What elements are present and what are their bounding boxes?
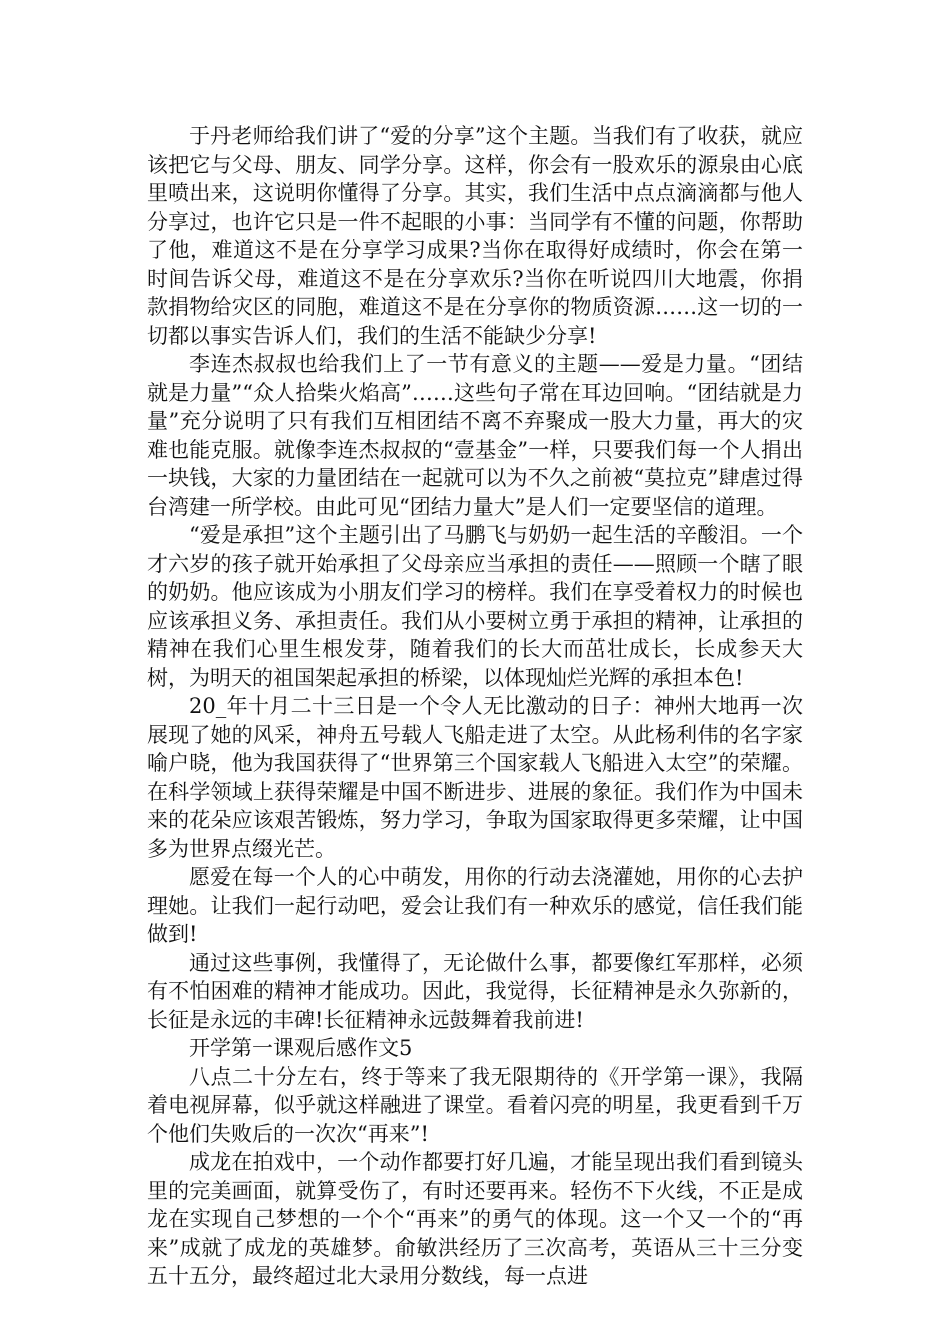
paragraph-first-lesson: 八点二十分左右，终于等来了我无限期待的《开学第一课》，我隔着电视屏幕，似乎就这样融进了课堂。看着闪亮的明星，我更看到千万个他们失败后的一次次“再来”! — [147, 1064, 803, 1146]
section-heading: 开学第一课观后感作文5 — [189, 1036, 413, 1060]
paragraph-long-march: 通过这些事例，我懂得了，无论做什么事，都要像红军那样，必须有不怕困难的精神才能成功。因此，我觉得，长征精神是永久弥新的，长征是永远的丰碑!长征精神永远鼓舞着我前进! — [147, 950, 803, 1032]
paragraph-responsibility: “爱是承担”这个主题引出了马鹏飞与奶奶一起生活的辛酸泪。一个才六岁的孩子就开始承担了父母亲应当承担的责任——照顾一个瞎了眼的奶奶。他应该成为小朋友们学习的榜样。我们在享受着权力的时候也应该承担义务、承担责任。我们从小要树立勇于承担的精神，让承担的精神在我们心里生根发芽，随着我们的长大而茁壮成长，长成参天大树，为明天的祖国架起承担的桥梁，以体现灿烂光辉的承担本色! — [147, 523, 803, 690]
document-body — [147, 122, 803, 1291]
paragraph-jackie-chan: 成龙在拍戏中，一个动作都要打好几遍，才能呈现出我们看到镜头里的完美画面，就算受伤了，有时还要再来。轻伤不下火线，不正是成龙在实现自己梦想的一个个“再来”的勇气的体现。这一个又一个的“再来”成就了成龙的英雄梦。俞敏洪经历了三次高考，英语从三十三分变五十五分，最终超过北大录用分数线，每一点进 — [147, 1150, 803, 1288]
paragraph-sharing: 于丹老师给我们讲了“爱的分享”这个主题。当我们有了收获，就应该把它与父母、朋友、同学分享。这样，你会有一股欢乐的源泉由心底里喷出来，这说明你懂得了分享。其实，我们生活中点点滴滴都与他人分享过，也许它只是一件不起眼的小事：当同学有不懂的问题，你帮助了他，难道这不是在分享学习成果?当你在取得好成绩时，你会在第一时间告诉父母，难道这不是在分享欢乐?当你在听说四川大地震，你捐款捐物给灾区的同胞，难道这不是在分享你的物质资源……这一切的一切都以事实告诉人们，我们的生活不能缺少分享! — [147, 124, 803, 348]
paragraph-love: 愿爱在每一个人的心中萌发，用你的行动去浇灌她，用你的心去护理她。让我们一起行动吧，爱会让我们有一种欢乐的感觉，信任我们能做到! — [147, 865, 803, 946]
paragraph-strength: 李连杰叔叔也给我们上了一节有意义的主题——爱是力量。“团结就是力量”“众人拾柴火焰高”……这些句子常在耳边回响。“团结就是力量”充分说明了只有我们互相团结不离不弃聚成一股大力量，再大的灾难也能克服。就像李连杰叔叔的“壹基金”一样，只要我们每一个人捐出一块钱，大家的力量团结在一起就可以为不久之前被“莫拉克”肆虐过得台湾建一所学校。由此可见“团结力量大”是人们一定要坚信的道理。 — [147, 352, 803, 519]
paragraph-space-flight: 20_年十月二十三日是一个令人无比激动的日子：神州大地再一次展现了她的风采，神舟五号载人飞船走进了太空。从此杨利伟的名字家喻户晓，他为我国获得了“世界第三个国家载人飞船进入太空”的荣耀。在科学领域上获得荣耀是中国不断进步、进展的象征。我们作为中国未来的花朵应该艰苦锻炼，努力学习，争取为国家取得更多荣耀，让中国多为世界点缀光芒。 — [147, 694, 803, 861]
